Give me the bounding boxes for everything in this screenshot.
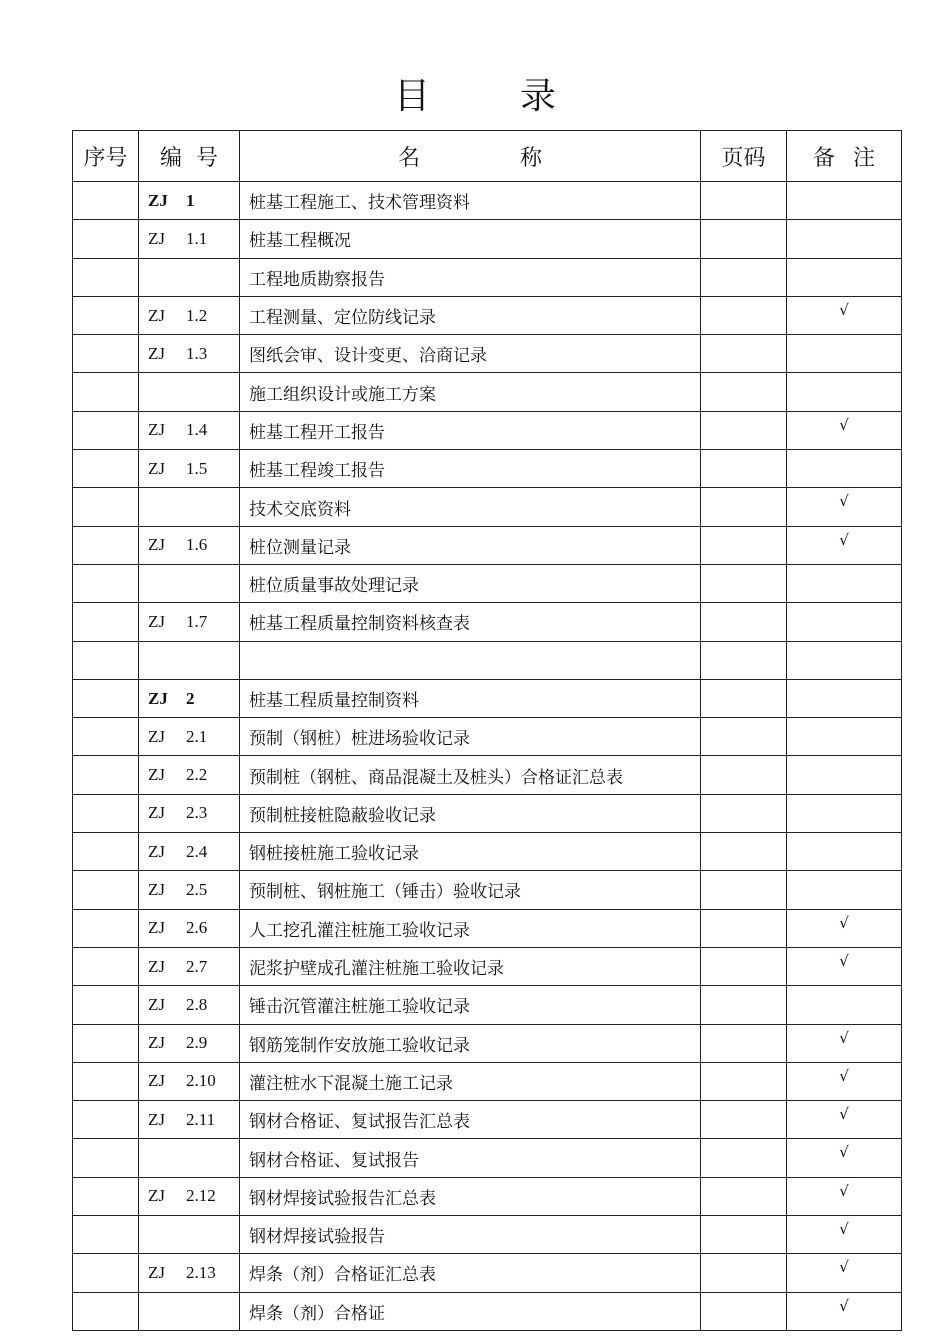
cell-code [139, 871, 240, 909]
cell-page [701, 794, 787, 832]
code-prefix: ZJ [148, 420, 165, 440]
table-row [73, 947, 902, 985]
code-prefix: ZJ [148, 688, 168, 708]
cell-seq [73, 603, 139, 641]
cell-name: 工程测量、定位防线记录 [240, 296, 701, 334]
code-prefix: ZJ [148, 994, 165, 1014]
cell-seq [73, 450, 139, 488]
cell-note-checkmark [787, 564, 902, 602]
cell-code [139, 947, 240, 985]
cell-seq [73, 1024, 139, 1062]
cell-code [139, 1101, 240, 1139]
code-prefix: ZJ [148, 1262, 165, 1282]
cell-code [139, 1254, 240, 1292]
cell-seq [73, 641, 139, 679]
cell-note-checkmark [787, 603, 902, 641]
code-number: 1.5 [186, 458, 208, 478]
cell-code [139, 909, 240, 947]
cell-name: 桩基工程竣工报告 [240, 450, 701, 488]
cell-note-checkmark [787, 182, 902, 220]
cell-name: 钢材焊接试验报告汇总表 [240, 1177, 701, 1215]
table-row [73, 1254, 902, 1292]
cell-name: 桩基工程质量控制资料核查表 [240, 603, 701, 641]
cell-note-checkmark: √ [787, 1101, 902, 1139]
code-prefix: ZJ [148, 305, 165, 325]
code-prefix: ZJ [148, 879, 165, 899]
cell-page [701, 1254, 787, 1292]
cell-code [139, 564, 240, 602]
table-row [73, 296, 902, 334]
table-row [73, 871, 902, 909]
cell-code [139, 335, 240, 373]
table-row [73, 794, 902, 832]
cell-page [701, 182, 787, 220]
table-row [73, 526, 902, 564]
cell-code [139, 450, 240, 488]
cell-seq [73, 526, 139, 564]
cell-seq [73, 1177, 139, 1215]
cell-code [139, 182, 240, 220]
cell-seq [73, 679, 139, 717]
cell-note-checkmark: √ [787, 1254, 902, 1292]
code-prefix: ZJ [148, 535, 165, 555]
header-note-char-2: 注 [853, 145, 876, 171]
cell-page [701, 296, 787, 334]
table-row [73, 488, 902, 526]
table-row [73, 1062, 902, 1100]
cell-code [139, 794, 240, 832]
code-number: 2.8 [186, 994, 208, 1014]
code-number: 2.9 [186, 1033, 208, 1053]
table-row [73, 1139, 902, 1177]
code-prefix: ZJ [148, 228, 165, 248]
code-prefix: ZJ [148, 190, 168, 210]
cell-code [139, 258, 240, 296]
table-row [73, 450, 902, 488]
cell-seq [73, 1101, 139, 1139]
cell-page [701, 411, 787, 449]
cell-page [701, 1062, 787, 1100]
table-row [73, 718, 902, 756]
header-code [139, 131, 240, 182]
cell-page [701, 373, 787, 411]
code-prefix: ZJ [148, 765, 165, 785]
cell-name: 钢筋笼制作安放施工验收记录 [240, 1024, 701, 1062]
table-header-row [73, 131, 902, 182]
cell-page [701, 335, 787, 373]
code-number: 1.6 [186, 535, 208, 555]
code-number: 1.7 [186, 611, 208, 631]
cell-name: 钢材合格证、复试报告汇总表 [240, 1101, 701, 1139]
header-note [787, 131, 902, 182]
cell-code [139, 1177, 240, 1215]
cell-name: 预制（钢桩）桩进场验收记录 [240, 718, 701, 756]
cell-seq [73, 909, 139, 947]
cell-seq [73, 833, 139, 871]
cell-name: 桩基工程概况 [240, 220, 701, 258]
cell-name: 钢材合格证、复试报告 [240, 1139, 701, 1177]
header-seq: 序号 [73, 131, 139, 182]
cell-code [139, 986, 240, 1024]
cell-page [701, 871, 787, 909]
table-row [73, 182, 902, 220]
cell-name: 施工组织设计或施工方案 [240, 373, 701, 411]
cell-name: 技术交底资料 [240, 488, 701, 526]
page-title-char-2: 录 [520, 76, 557, 117]
cell-note-checkmark [787, 373, 902, 411]
code-number: 2.3 [186, 803, 208, 823]
cell-note-checkmark: √ [787, 947, 902, 985]
header-note-char-1: 备 [812, 145, 835, 171]
code-number: 2.12 [186, 1186, 216, 1206]
cell-seq [73, 411, 139, 449]
cell-name: 工程地质勘察报告 [240, 258, 701, 296]
cell-name: 桩基工程开工报告 [240, 411, 701, 449]
cell-name: 桩基工程施工、技术管理资料 [240, 182, 701, 220]
cell-page [701, 679, 787, 717]
cell-note-checkmark [787, 756, 902, 794]
cell-code [139, 1139, 240, 1177]
code-prefix: ZJ [148, 458, 165, 478]
cell-page [701, 1292, 787, 1330]
cell-note-checkmark [787, 335, 902, 373]
cell-name: 桩位测量记录 [240, 526, 701, 564]
cell-page [701, 603, 787, 641]
table-row [73, 603, 902, 641]
cell-page [701, 909, 787, 947]
cell-note-checkmark [787, 641, 902, 679]
cell-seq [73, 335, 139, 373]
table-row [73, 373, 902, 411]
cell-seq [73, 1139, 139, 1177]
cell-page [701, 1024, 787, 1062]
code-prefix: ZJ [148, 1033, 165, 1053]
cell-code [139, 488, 240, 526]
cell-name: 预制桩（钢桩、商品混凝土及桩头）合格证汇总表 [240, 756, 701, 794]
cell-code [139, 1216, 240, 1254]
cell-code [139, 833, 240, 871]
cell-note-checkmark [787, 833, 902, 871]
cell-name: 预制桩接桩隐蔽验收记录 [240, 794, 701, 832]
cell-code [139, 220, 240, 258]
cell-note-checkmark: √ [787, 526, 902, 564]
cell-name [240, 641, 701, 679]
cell-seq [73, 1216, 139, 1254]
table-row [73, 909, 902, 947]
code-prefix: ZJ [148, 343, 165, 363]
cell-note-checkmark [787, 450, 902, 488]
cell-code [139, 718, 240, 756]
cell-name: 锤击沉管灌注桩施工验收记录 [240, 986, 701, 1024]
cell-page [701, 526, 787, 564]
code-number: 2.4 [186, 841, 208, 861]
cell-seq [73, 220, 139, 258]
table-row [73, 1024, 902, 1062]
cell-seq [73, 947, 139, 985]
code-number: 2.13 [186, 1262, 216, 1282]
cell-seq [73, 871, 139, 909]
cell-note-checkmark [787, 718, 902, 756]
table-row [73, 986, 902, 1024]
cell-code [139, 526, 240, 564]
code-number: 2.6 [186, 918, 208, 938]
table-row [73, 220, 902, 258]
code-number: 2.7 [186, 956, 208, 976]
cell-name: 灌注桩水下混凝土施工记录 [240, 1062, 701, 1100]
table-row [73, 679, 902, 717]
cell-note-checkmark: √ [787, 909, 902, 947]
cell-seq [73, 258, 139, 296]
code-number: 2.11 [186, 1109, 216, 1129]
cell-seq [73, 564, 139, 602]
cell-note-checkmark: √ [787, 1062, 902, 1100]
header-code-char-2: 号 [196, 145, 219, 171]
cell-seq [73, 488, 139, 526]
cell-name: 图纸会审、设计变更、洽商记录 [240, 335, 701, 373]
code-number: 1.4 [186, 420, 208, 440]
header-code-char-1: 编 [159, 145, 182, 171]
cell-name: 人工挖孔灌注桩施工验收记录 [240, 909, 701, 947]
code-number: 2.2 [186, 765, 208, 785]
cell-note-checkmark [787, 258, 902, 296]
cell-page [701, 564, 787, 602]
cell-name: 泥浆护壁成孔灌注桩施工验收记录 [240, 947, 701, 985]
table-row [73, 641, 902, 679]
cell-seq [73, 1062, 139, 1100]
table-row [73, 1177, 902, 1215]
cell-page [701, 1139, 787, 1177]
code-prefix: ZJ [148, 918, 165, 938]
code-prefix: ZJ [148, 1186, 165, 1206]
cell-note-checkmark [787, 794, 902, 832]
table-row [73, 1216, 902, 1254]
cell-seq [73, 718, 139, 756]
cell-note-checkmark: √ [787, 411, 902, 449]
table-row [73, 1292, 902, 1330]
cell-code [139, 1024, 240, 1062]
cell-code [139, 756, 240, 794]
code-prefix: ZJ [148, 956, 165, 976]
cell-page [701, 947, 787, 985]
code-number: 2 [186, 688, 195, 708]
table-row [73, 258, 902, 296]
code-prefix: ZJ [148, 1109, 165, 1129]
code-number: 1 [186, 190, 195, 210]
table-body [73, 182, 902, 1331]
cell-seq [73, 794, 139, 832]
cell-seq [73, 986, 139, 1024]
cell-page [701, 641, 787, 679]
cell-page [701, 833, 787, 871]
table-row [73, 335, 902, 373]
contents-table [72, 130, 902, 1331]
cell-seq [73, 296, 139, 334]
table-row [73, 564, 902, 602]
code-prefix: ZJ [148, 841, 165, 861]
cell-code [139, 1292, 240, 1330]
table-row [73, 833, 902, 871]
cell-code [139, 373, 240, 411]
cell-name: 桩基工程质量控制资料 [240, 679, 701, 717]
cell-note-checkmark: √ [787, 1024, 902, 1062]
table-row [73, 756, 902, 794]
cell-code [139, 411, 240, 449]
cell-code [139, 603, 240, 641]
cell-name: 钢材焊接试验报告 [240, 1216, 701, 1254]
cell-seq [73, 373, 139, 411]
cell-note-checkmark [787, 986, 902, 1024]
code-prefix: ZJ [148, 803, 165, 823]
code-number: 1.1 [186, 228, 208, 248]
code-prefix: ZJ [148, 611, 165, 631]
header-name-char-1: 名 [397, 145, 420, 171]
cell-name: 钢桩接桩施工验收记录 [240, 833, 701, 871]
code-number: 2.5 [186, 879, 208, 899]
cell-name: 焊条（剂）合格证 [240, 1292, 701, 1330]
cell-page [701, 258, 787, 296]
cell-code [139, 296, 240, 334]
cell-code [139, 679, 240, 717]
cell-note-checkmark [787, 679, 902, 717]
page-title [0, 68, 950, 119]
cell-seq [73, 756, 139, 794]
code-number: 1.2 [186, 305, 208, 325]
cell-page [701, 986, 787, 1024]
cell-page [701, 488, 787, 526]
cell-name: 预制桩、钢桩施工（锤击）验收记录 [240, 871, 701, 909]
header-page: 页码 [701, 131, 787, 182]
code-number: 2.1 [186, 726, 208, 746]
header-name [240, 131, 701, 182]
cell-name: 焊条（剂）合格证汇总表 [240, 1254, 701, 1292]
cell-seq [73, 182, 139, 220]
cell-code [139, 641, 240, 679]
code-number: 1.3 [186, 343, 208, 363]
cell-note-checkmark: √ [787, 296, 902, 334]
cell-name: 桩位质量事故处理记录 [240, 564, 701, 602]
cell-seq [73, 1292, 139, 1330]
cell-page [701, 1101, 787, 1139]
code-number: 2.10 [186, 1071, 216, 1091]
cell-page [701, 1177, 787, 1215]
code-prefix: ZJ [148, 1071, 165, 1091]
cell-page [701, 1216, 787, 1254]
cell-seq [73, 1254, 139, 1292]
cell-note-checkmark: √ [787, 1216, 902, 1254]
cell-page [701, 756, 787, 794]
table-row [73, 411, 902, 449]
header-name-char-2: 称 [520, 145, 543, 171]
table-row [73, 1101, 902, 1139]
cell-note-checkmark: √ [787, 1139, 902, 1177]
cell-page [701, 718, 787, 756]
cell-note-checkmark: √ [787, 1177, 902, 1215]
cell-page [701, 220, 787, 258]
page-title-char-1: 目 [393, 76, 430, 117]
cell-note-checkmark [787, 871, 902, 909]
cell-note-checkmark: √ [787, 1292, 902, 1330]
cell-code [139, 1062, 240, 1100]
cell-note-checkmark [787, 220, 902, 258]
cell-page [701, 450, 787, 488]
code-prefix: ZJ [148, 726, 165, 746]
cell-note-checkmark: √ [787, 488, 902, 526]
